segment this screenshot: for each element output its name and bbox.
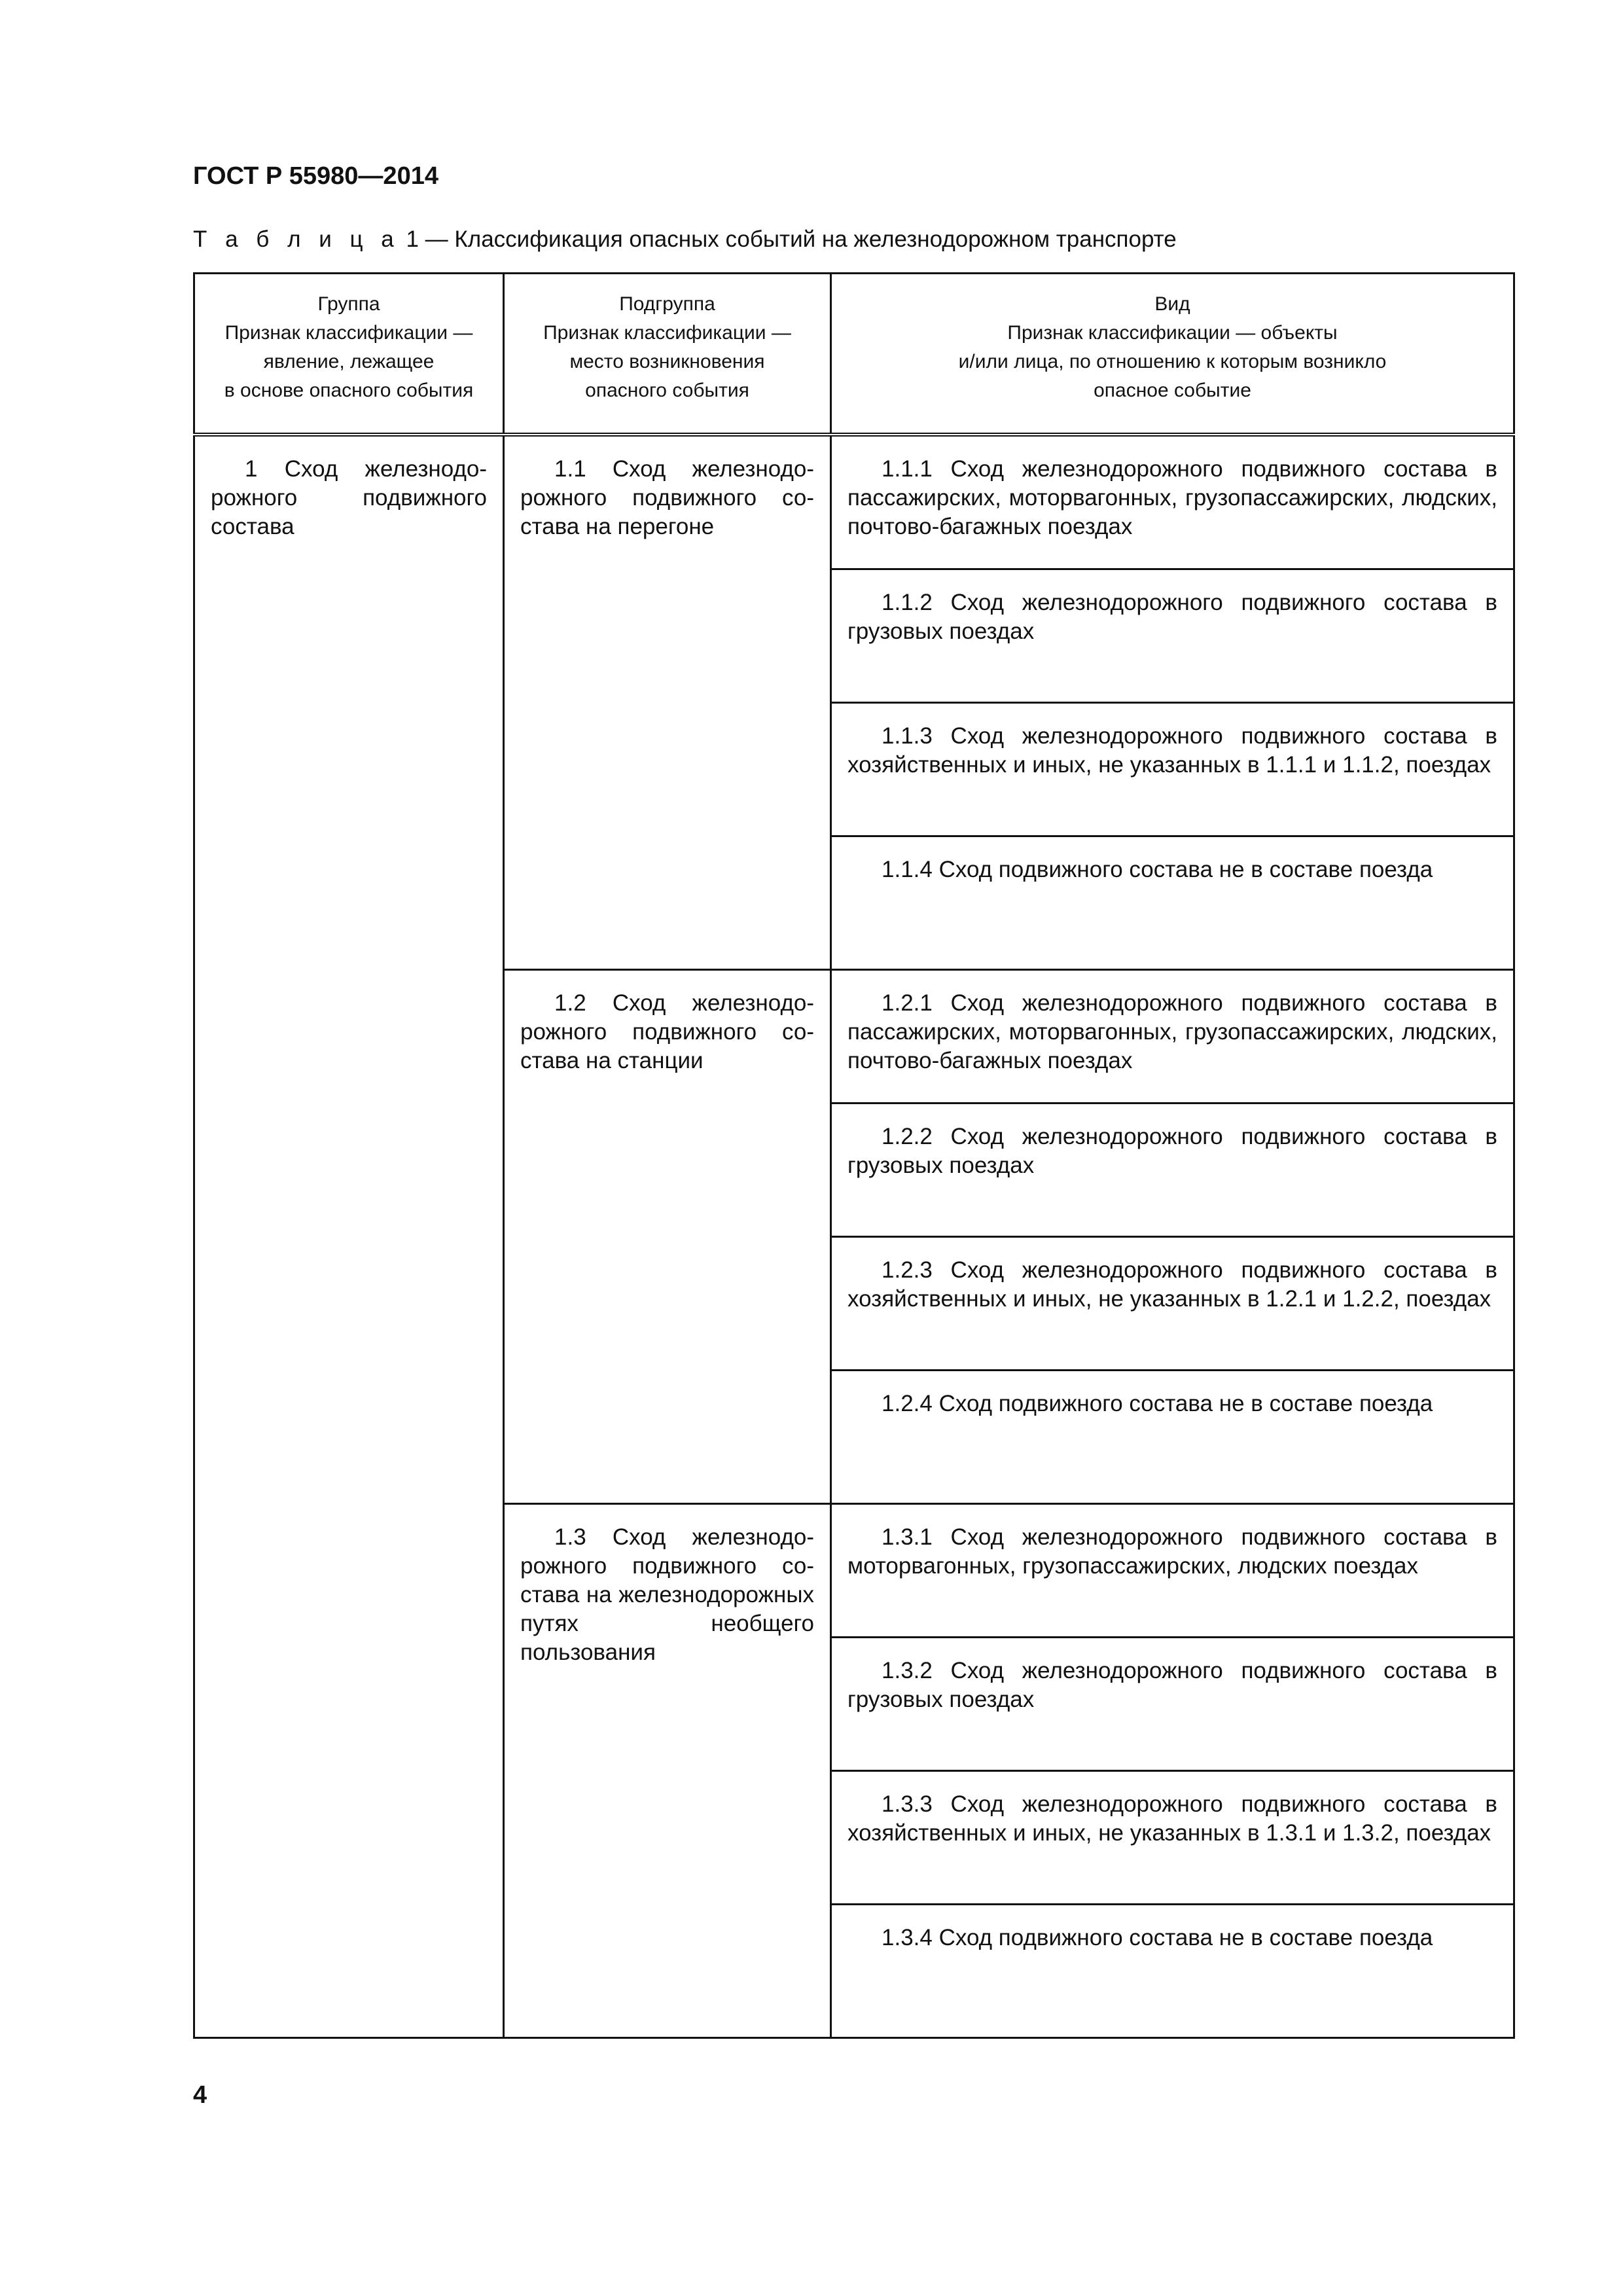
type-text: 1.1.3 Сход железнодорожного подвижного состава в хозяйственных и иных, не указанных в 1.1.1 и 1.1.2, поездах [847,723,1497,778]
type-text: 1.2.2 Сход железнодорожного подвижного состава в грузовых поездах [847,1123,1497,1178]
document-code: ГОСТ Р 55980—2014 [193,162,438,190]
subgroup-text: 1.1 Сход железнодорожного подвижного состава на перегоне [520,456,814,539]
type-text: 1.1.4 Сход подвижного состава не в составе поезда [882,856,1433,882]
group-cell [194,435,504,2038]
subgroup-text: 1.2 Сход железнодорожного подвижного состава на станции [520,990,814,1073]
header-group [194,274,504,435]
type-cell [831,1904,1514,2037]
header-line: в основе опасного события [224,380,474,401]
type-cell [831,969,1514,1103]
header-subgroup [504,274,831,435]
header-line: Вид [1154,293,1190,315]
type-text: 1.2.4 Сход подвижного состава не в составе поезда [882,1390,1433,1416]
table-caption-label: Т а б л и ц а [193,226,400,252]
header-line: Группа [317,293,380,315]
type-text: 1.3.1 Сход железнодорожного подвижного состава в моторвагонных, грузопассажирских, людских поездах [847,1524,1497,1579]
header-line: Признак классификации — [224,322,473,344]
header-line: место возникновения [569,351,765,372]
header-type [831,274,1514,435]
header-line: и/или лица, по отношению к которым возникло [958,351,1387,372]
table-caption [193,226,1177,253]
type-cell [831,702,1514,836]
type-text: 1.2.1 Сход железнодорожного подвижного состава в пассажирских, моторвагонных, грузопассажирских, людских, почтово-багажных поездах [847,990,1497,1073]
subgroup-cell [504,435,831,970]
type-text: 1.1.1 Сход железнодорожного подвижного состава в пассажирских, моторвагонных, грузопассажирских, людских, почтово-багажных поездах [847,456,1497,539]
type-cell [831,1503,1514,1637]
header-line: явление, лежащее [263,351,435,372]
subgroup-cell [504,1503,831,2037]
type-text: 1.1.2 Сход железнодорожного подвижного состава в грузовых поездах [847,589,1497,644]
type-cell [831,1770,1514,1904]
type-cell [831,435,1514,569]
type-cell [831,569,1514,702]
table-row [194,435,1514,569]
table-caption-number: 1 [406,226,419,252]
type-text: 1.3.4 Сход подвижного состава не в составе поезда [882,1924,1433,1950]
type-cell [831,1236,1514,1370]
page-number: 4 [193,2081,207,2109]
table-caption-title: — Классификация опасных событий на железнодорожном транспорте [425,226,1177,252]
table-header-row [194,274,1514,435]
type-text: 1.3.3 Сход железнодорожного подвижного состава в хозяйственных и иных, не указанных в 1.3.1 и 1.3.2, поездах [847,1791,1497,1846]
classification-table [193,272,1515,2039]
type-cell [831,836,1514,969]
header-line: опасного события [585,380,749,401]
header-line: Признак классификации — [543,322,791,344]
header-line: Признак классификации — объекты [1007,322,1338,344]
type-cell [831,1103,1514,1236]
header-line: опасное событие [1094,380,1251,401]
header-line: Подгруппа [619,293,715,315]
type-cell [831,1370,1514,1503]
subgroup-cell [504,969,831,1503]
subgroup-text: 1.3 Сход железнодорожного подвижного состава на железнодорожных путях необщего пользования [520,1524,814,1665]
type-cell [831,1637,1514,1770]
type-text: 1.3.2 Сход железнодорожного подвижного состава в грузовых поездах [847,1657,1497,1712]
group-text: 1 Сход железнодорожного подвижного состава [211,456,487,539]
type-text: 1.2.3 Сход железнодорожного подвижного состава в хозяйственных и иных, не указанных в 1.2.1 и 1.2.2, поездах [847,1257,1497,1312]
